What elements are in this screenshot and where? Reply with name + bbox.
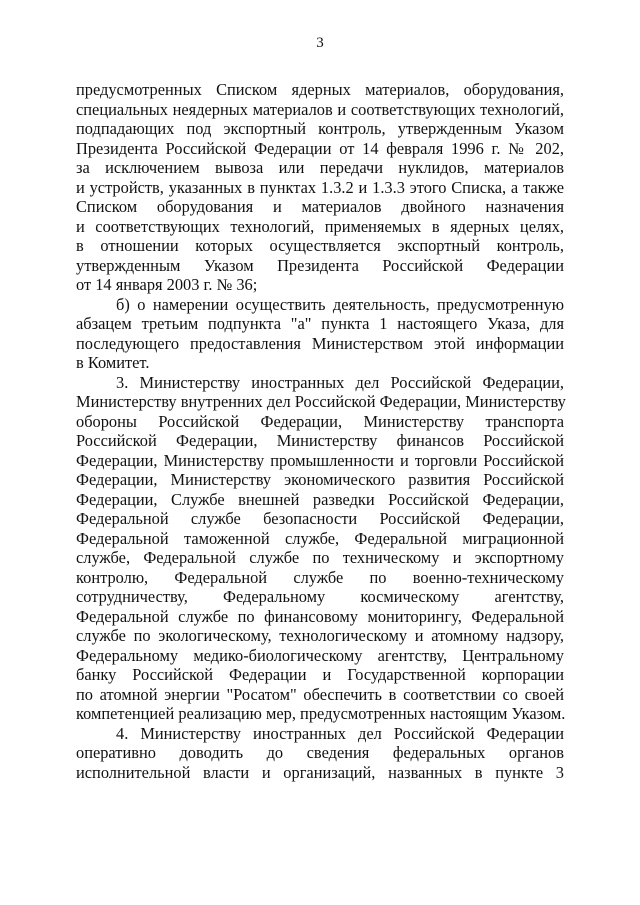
text-line: службе, Федеральной службе по техническому и экспортному <box>76 548 564 567</box>
text-line: последующего предоставления Министерством этой информации <box>76 333 564 353</box>
text-line: Федеральной службе по финансовому мониторингу, Федеральной <box>76 606 564 626</box>
text-line: Федеральной службе безопасности Российской Федерации, <box>76 509 564 528</box>
text-line: 3. Министерству иностранных дел Российской Федерации, <box>116 372 564 392</box>
text-line: компетенцией реализацию мер, предусмотренных настоящим Указом. <box>76 704 566 723</box>
text-line: Федерации, Министерству экономического развития Российской <box>76 470 564 489</box>
text-line: сотрудничеству, Федеральному космическому агентству, <box>76 587 564 606</box>
text-line: Президента Российской Федерации от 14 февраля 1996 г. № 202, <box>76 138 564 158</box>
text-line: подпадающих под экспортный контроль, утвержденным Указом <box>76 119 564 138</box>
text-line: Федеральному медико-биологическому агентству, Центральному <box>76 645 564 665</box>
document-body <box>76 80 564 782</box>
text-line: в Комитет. <box>76 353 150 372</box>
text-line: в отношении которых осуществляется экспортный контроль, <box>76 236 564 255</box>
text-line: и устройств, указанных в пунктах 1.3.2 и 1.3.3 этого Списка, а также <box>76 177 564 197</box>
text-line: Федерации, Службе внешней разведки Российской Федерации, <box>76 489 564 509</box>
text-line: специальных неядерных материалов и соответствующих технологий, <box>76 99 564 119</box>
text-line: утвержденным Указом Президента Российской Федерации <box>76 255 564 275</box>
text-line: банку Российской Федерации и Государственной корпорации <box>76 665 564 684</box>
text-line: и соответствующих технологий, применяемых в ядерных целях, <box>76 216 564 236</box>
text-line: Федерации, Министерству промышленности и торговли Российской <box>76 450 564 470</box>
text-line: абзацем третьим подпункта "а" пункта 1 настоящего Указа, для <box>76 314 564 333</box>
text-line: Списком оборудования и материалов двойного назначения <box>76 197 564 216</box>
text-line: по атомной энергии "Росатом" обеспечить в соответствии со своей <box>76 684 564 704</box>
paragraph-continuation <box>76 80 564 295</box>
paragraph-b <box>76 295 564 373</box>
text-line: службе по экологическому, технологическому и атомному надзору, <box>76 626 564 645</box>
text-line: обороны Российской Федерации, Министерству транспорта <box>76 411 564 431</box>
text-line: исполнительной власти и организаций, названных в пункте 3 <box>76 762 564 782</box>
paragraph-3 <box>76 373 564 724</box>
text-line: предусмотренных Списком ядерных материалов, оборудования, <box>76 80 564 99</box>
page-number: 3 <box>316 35 324 51</box>
text-line: за исключением вывоза или передачи нуклидов, материалов <box>76 158 564 177</box>
text-line: оперативно доводить до сведения федеральных органов <box>76 743 564 762</box>
text-line: Российской Федерации, Министерству финансов Российской <box>76 431 564 450</box>
text-line: 4. Министерству иностранных дел Российской Федерации <box>116 723 564 743</box>
text-line: б) о намерении осуществить деятельность, предусмотренную <box>116 294 564 314</box>
paragraph-4 <box>76 724 564 783</box>
text-line: Министерству внутренних дел Российской Федерации, Министерству <box>76 392 566 411</box>
text-line: от 14 января 2003 г. № 36; <box>76 275 258 294</box>
text-line: контролю, Федеральной службе по военно-техническому <box>76 567 564 587</box>
text-line: Федеральной таможенной службе, Федеральной миграционной <box>76 528 564 548</box>
